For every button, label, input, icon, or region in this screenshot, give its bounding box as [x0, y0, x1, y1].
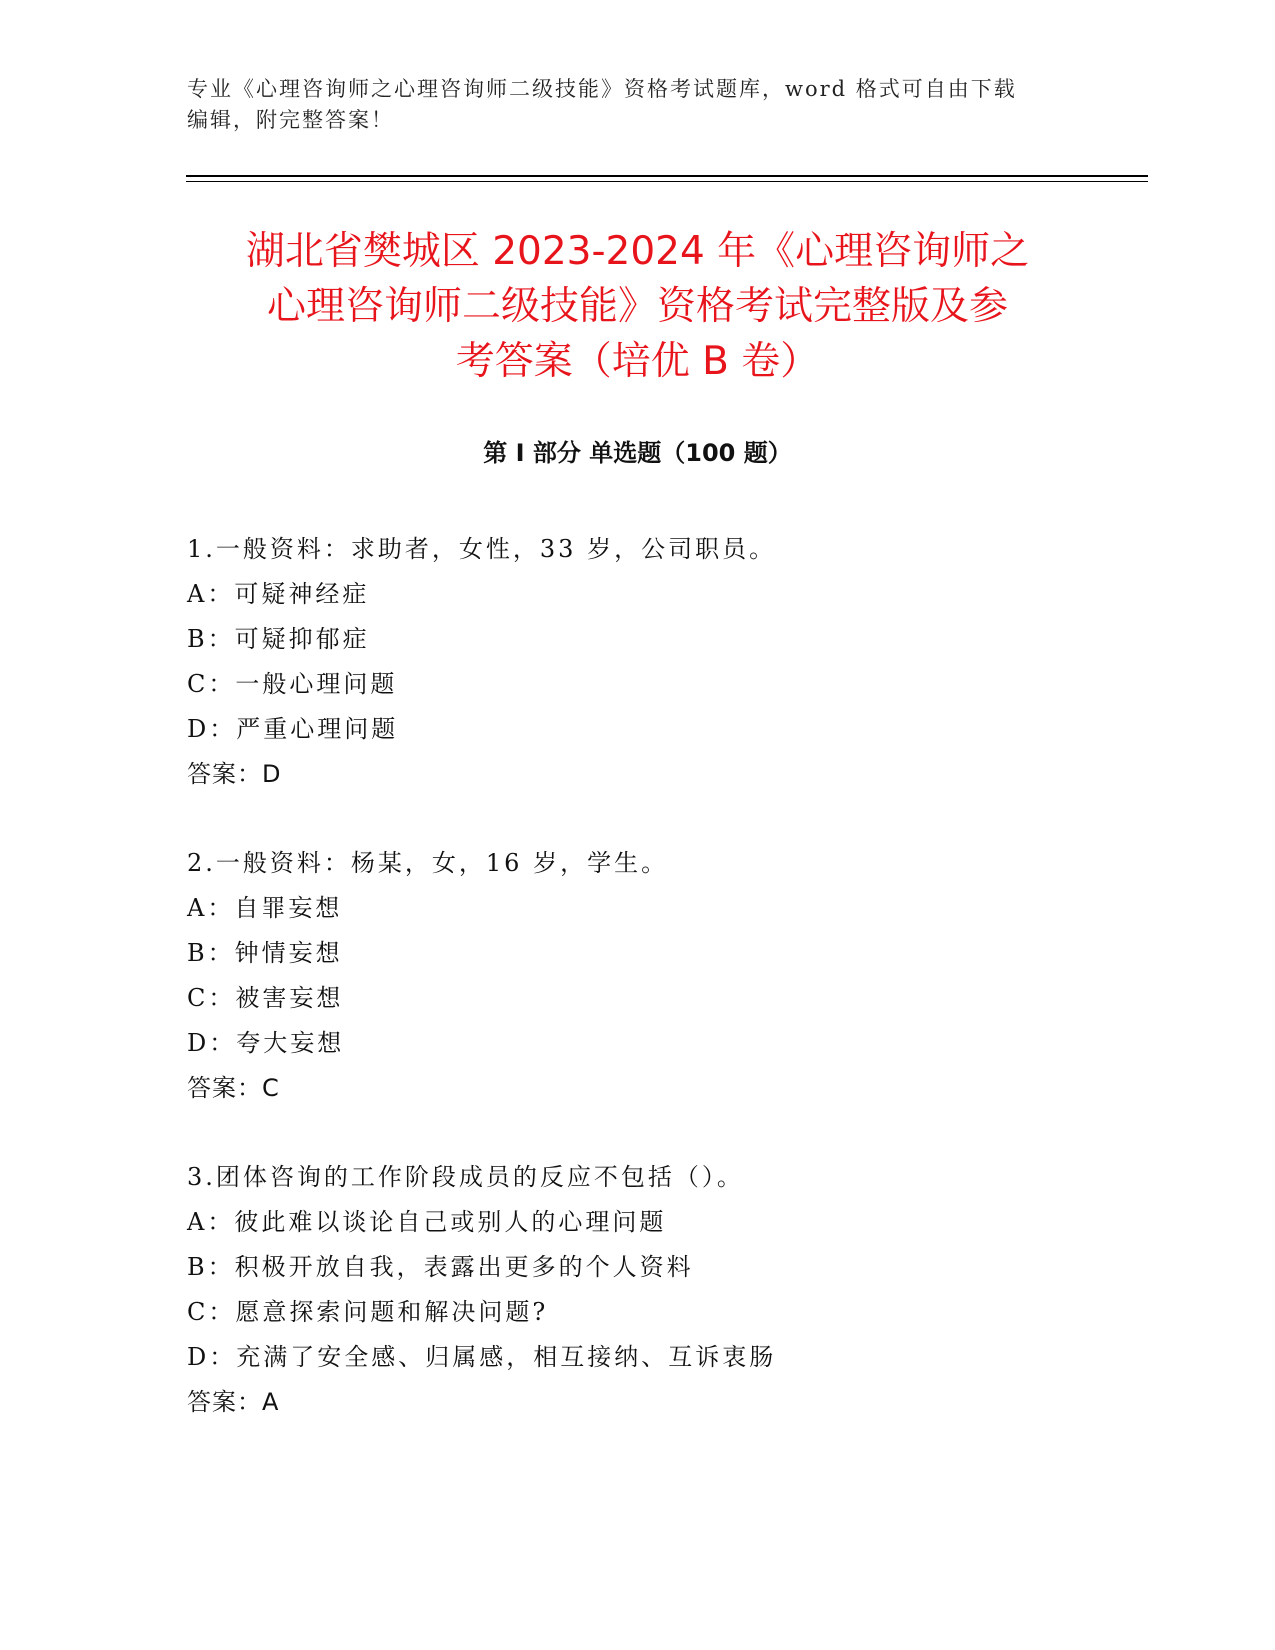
header-note-line-2: 编辑，附完整答案！ [187, 108, 394, 132]
option-d: D：夸大妄想 [187, 1029, 345, 1057]
option-b: B：积极开放自我，表露出更多的个人资料 [187, 1253, 694, 1281]
option-c: C：愿意探索问题和解决问题? [187, 1298, 549, 1326]
question-stem: 2.一般资料：杨某，女，16 岁，学生。 [187, 849, 669, 877]
header-note [187, 74, 1087, 136]
header-rule-thick [186, 175, 1148, 177]
question-2 [187, 841, 1147, 1111]
option-d: D：充满了安全感、归属感，相互接纳、互诉衷肠 [187, 1343, 777, 1371]
option-a: A：可疑神经症 [187, 580, 370, 608]
section-heading: 第 I 部分 单选题（100 题） [483, 439, 792, 467]
answer: 答案：D [187, 760, 282, 788]
document-title [160, 224, 1115, 389]
answer: 答案：A [187, 1388, 280, 1416]
question-list [187, 527, 1147, 1469]
title-line-1: 湖北省樊城区 2023-2024 年《心理咨询师之 [245, 229, 1030, 274]
question-1 [187, 527, 1147, 797]
header-note-line-1: 专业《心理咨询师之心理咨询师二级技能》资格考试题库，word 格式可自由下载 [187, 77, 1017, 101]
header-rule-thin [186, 181, 1148, 182]
option-a: A：彼此难以谈论自己或别人的心理问题 [187, 1208, 667, 1236]
title-line-2: 心理咨询师二级技能》资格考试完整版及参 [266, 284, 1008, 329]
answer: 答案：C [187, 1074, 280, 1102]
option-a: A：自罪妄想 [187, 894, 343, 922]
option-c: C：一般心理问题 [187, 670, 398, 698]
title-line-3: 考答案（培优 B 卷） [455, 339, 820, 384]
question-3 [187, 1155, 1147, 1425]
option-b: B：钟情妄想 [187, 939, 343, 967]
option-b: B：可疑抑郁症 [187, 625, 370, 653]
option-d: D：严重心理问题 [187, 715, 399, 743]
question-stem: 1.一般资料：求助者，女性，33 岁，公司职员。 [187, 535, 777, 563]
question-stem: 3.团体咨询的工作阶段成员的反应不包括（）。 [187, 1163, 744, 1191]
option-c: C：被害妄想 [187, 984, 344, 1012]
